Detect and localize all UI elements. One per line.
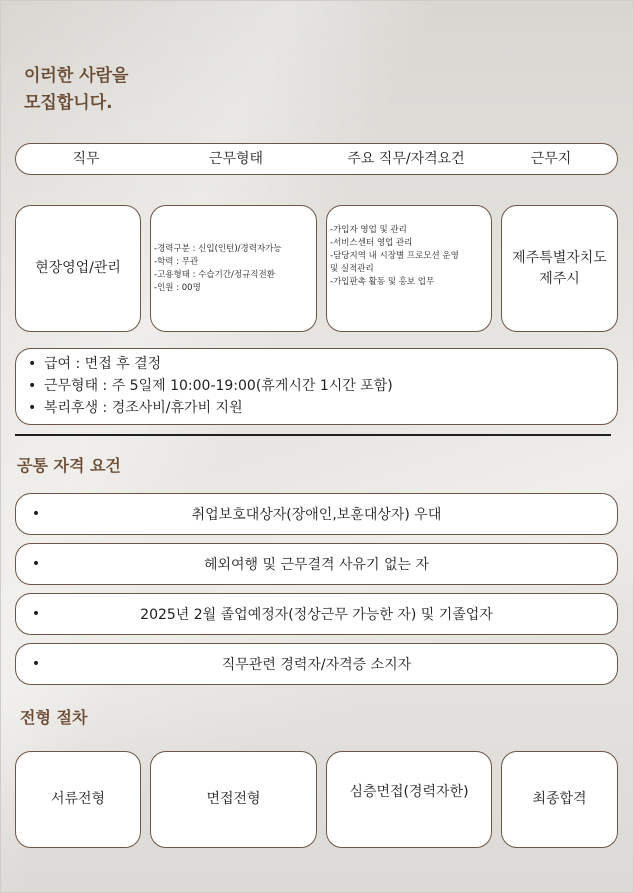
employment-item: -학력 : 무관 <box>154 256 199 267</box>
process-step-label: 심층면접(경력자한) <box>349 784 469 800</box>
table-header <box>15 143 618 175</box>
requirement-text: 헤외여행 및 근무결격 사유기 없는 자 <box>203 557 430 573</box>
page-title <box>24 63 224 117</box>
header-col-location: 근무지 <box>530 151 572 167</box>
header-col-employment: 근무형태 <box>208 151 264 167</box>
requirement-row <box>15 543 618 585</box>
role-text: 현장영업/관리 <box>35 260 121 276</box>
duty-item: -가입자 영업 및 관리 <box>330 225 407 235</box>
header-col-duties: 주요 직무/자격요건 <box>347 151 465 167</box>
benefit-item: • 근무형태 : 주 5일제 10:00-19:00(휴게시간 1시간 포함) <box>40 375 605 397</box>
employment-card <box>150 205 317 332</box>
duty-item: -가입판촉 활동 및 홍보 업무 <box>330 277 435 287</box>
bullet: • <box>31 656 41 672</box>
process-step <box>501 751 618 848</box>
header-col-role: 직무 <box>72 151 100 167</box>
process-step <box>15 751 141 848</box>
requirement-row <box>15 493 618 535</box>
role-card <box>15 205 141 332</box>
process-step-label: 최종합격 <box>532 791 587 807</box>
requirement-text: 취업보호대상자(장애인,보훈대상자) 우대 <box>191 507 442 523</box>
requirements-title: 공통 자격 요건 <box>17 456 121 475</box>
employment-item: -경력구분 : 신입(인턴)/경력자가능 <box>154 243 282 254</box>
section-divider <box>15 434 611 436</box>
location-card <box>501 205 618 332</box>
bullet: • <box>31 606 41 622</box>
requirement-row <box>15 643 618 685</box>
title-line-1: 이러한 사람을 <box>24 66 129 86</box>
bullet: • <box>31 556 41 572</box>
process-step <box>326 751 492 848</box>
employment-list <box>154 243 282 295</box>
process-step-label: 서류전형 <box>50 791 106 807</box>
duties-list <box>330 224 459 289</box>
benefits-list <box>28 353 605 419</box>
employment-item: -고용형태 : 수습기간/정규직전환 <box>154 269 275 280</box>
requirement-row <box>15 593 618 635</box>
benefit-item: • 복리후생 : 경조사비/휴가비 지원 <box>40 397 605 419</box>
process-title: 전형 절차 <box>20 708 88 727</box>
requirement-text: 2025년 2월 졸업예정자(정상근무 가능한 자) 및 기졸업자 <box>140 607 493 623</box>
benefit-item: • 급여 : 면접 후 결정 <box>40 353 605 375</box>
duty-item: -서비스센터 영업 관리 <box>330 238 413 248</box>
bullet: • <box>31 506 41 522</box>
duty-item: 및 실적관리 <box>330 264 374 274</box>
requirement-text: 직무관련 경력자/자격증 소지자 <box>221 657 412 673</box>
location-line-1: 제주특별자치도 <box>512 249 607 266</box>
employment-item: -인원 : 00명 <box>154 282 201 293</box>
process-step-label: 면접전형 <box>206 791 261 807</box>
duty-item: -담당지역 내 시장별 프로모션 운영 <box>330 251 459 261</box>
title-line-2: 모집합니다. <box>24 93 113 113</box>
process-step <box>150 751 317 848</box>
duties-card <box>326 205 492 332</box>
benefits-box <box>15 348 618 425</box>
location-line-2: 제주시 <box>539 270 580 287</box>
